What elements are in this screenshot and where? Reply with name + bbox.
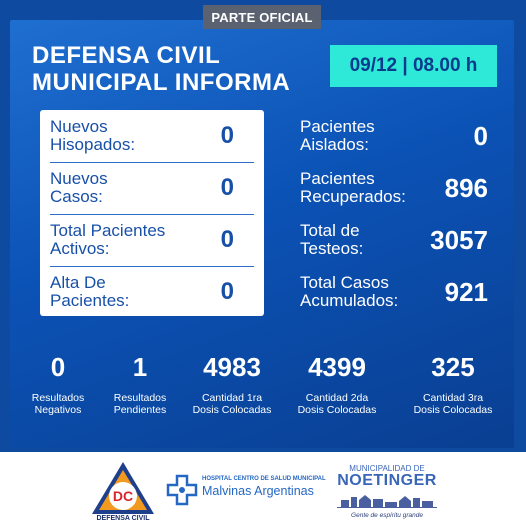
stat-row-nuevos-hisopados — [50, 110, 254, 163]
stat-label — [50, 274, 129, 310]
muni-line-2: NOETINGER — [337, 472, 437, 489]
bottom-stat-caption-1: Cantidad 2da — [305, 392, 369, 404]
defensa-civil-triangle-icon — [90, 460, 156, 516]
bottom-stat-value: 0 — [50, 352, 66, 382]
bottom-stat-value: 4399 — [308, 352, 366, 382]
stat-label-line-2: Acumulados: — [300, 291, 399, 310]
stat-label-line-1: Total Pacientes — [50, 221, 166, 240]
logos-footer — [0, 452, 526, 526]
stat-value: 921 — [444, 276, 488, 307]
muni-line-1: MUNICIPALIDAD DE — [349, 464, 425, 473]
title-line-2: MUNICIPAL INFORMA — [32, 69, 291, 96]
bottom-stat-pendientes — [90, 352, 190, 416]
bottom-stat-caption-1: Resultados — [113, 392, 167, 404]
stat-label — [50, 170, 108, 206]
defensa-civil-label: DEFENSA CIVIL — [96, 515, 150, 522]
stat-row-nuevos-casos — [50, 162, 254, 215]
stat-label-line-2: Testeos: — [300, 239, 364, 258]
stat-value: 0 — [220, 174, 234, 201]
official-tag: PARTE OFICIAL — [203, 5, 321, 29]
stat-value: 0 — [220, 122, 234, 149]
bottom-stat-value: 325 — [431, 352, 475, 382]
bottom-stat-caption-2: Dosis Colocadas — [192, 404, 272, 416]
bottom-stat-dosis-3 — [403, 352, 503, 416]
stat-row-alta-pacientes — [50, 266, 254, 318]
left-stats-card — [40, 110, 264, 316]
title-line-1: DEFENSA CIVIL — [32, 42, 221, 69]
muni-slogan: Gente de espíritu grande — [351, 512, 423, 519]
stat-label-line-1: Pacientes — [300, 117, 375, 136]
stat-value: 0 — [220, 226, 234, 253]
bottom-stat-caption-2: Negativos — [34, 404, 82, 416]
stat-row-acumulados — [300, 270, 500, 314]
stat-label-line-2: Activos: — [50, 239, 110, 258]
municipalidad-logo — [337, 464, 437, 522]
stat-label-line-2: Pacientes: — [50, 291, 130, 310]
stat-value: 0 — [220, 278, 234, 305]
medical-cross-icon — [166, 474, 198, 506]
stat-label — [50, 222, 165, 258]
stat-label-line-1: Pacientes — [300, 169, 375, 188]
hospital-small-label: HOSPITAL CENTRO DE SALUD MUNICIPAL — [202, 476, 326, 482]
dc-badge-text: DC — [112, 488, 134, 504]
stat-label-line-1: Alta De — [50, 273, 106, 292]
stat-label — [300, 274, 398, 310]
stat-label — [300, 222, 363, 258]
stat-label — [50, 118, 135, 154]
stat-value: 0 — [473, 120, 488, 151]
bottom-stat-value: 1 — [132, 352, 148, 382]
bottom-stat-caption-1: Cantidad 1ra — [201, 392, 263, 404]
town-skyline-icon — [337, 494, 437, 508]
bottom-stat-value: 4983 — [203, 352, 261, 382]
stat-value: 896 — [444, 172, 488, 203]
stat-label-line-2: Hisopados: — [50, 135, 136, 154]
stat-label — [300, 118, 375, 154]
stat-row-total-activos — [50, 214, 254, 267]
hospital-name: Malvinas Argentinas — [202, 484, 314, 498]
stat-row-recuperados — [300, 166, 500, 210]
stat-label-line-2: Casos: — [50, 187, 103, 206]
hospital-logo — [166, 474, 326, 504]
bottom-stat-caption-2: Dosis Colocadas — [413, 404, 493, 416]
stat-label-line-1: Total Casos — [300, 273, 389, 292]
stat-value: 3057 — [430, 224, 488, 255]
date-time-badge: 09/12 | 08.00 h — [330, 45, 497, 87]
bottom-stat-caption-2: Dosis Colocadas — [297, 404, 377, 416]
stat-row-aislados — [300, 114, 500, 158]
stat-label-line-1: Nuevos — [50, 169, 108, 188]
stat-row-testeos — [300, 218, 500, 262]
stat-label-line-1: Nuevos — [50, 117, 108, 136]
bottom-stat-caption-1: Resultados — [31, 392, 85, 404]
stat-label-line-2: Aislados: — [300, 135, 369, 154]
bottom-stat-caption-2: Pendientes — [113, 404, 167, 416]
bottom-stat-dosis-2 — [287, 352, 387, 416]
defensa-civil-logo — [90, 460, 156, 524]
stat-label-line-2: Recuperados: — [300, 187, 406, 206]
stat-label-line-1: Total de — [300, 221, 360, 240]
bottom-stat-caption-1: Cantidad 3ra — [422, 392, 484, 404]
page-title — [32, 42, 290, 96]
stat-label — [300, 170, 406, 206]
bottom-stat-dosis-1 — [182, 352, 282, 416]
